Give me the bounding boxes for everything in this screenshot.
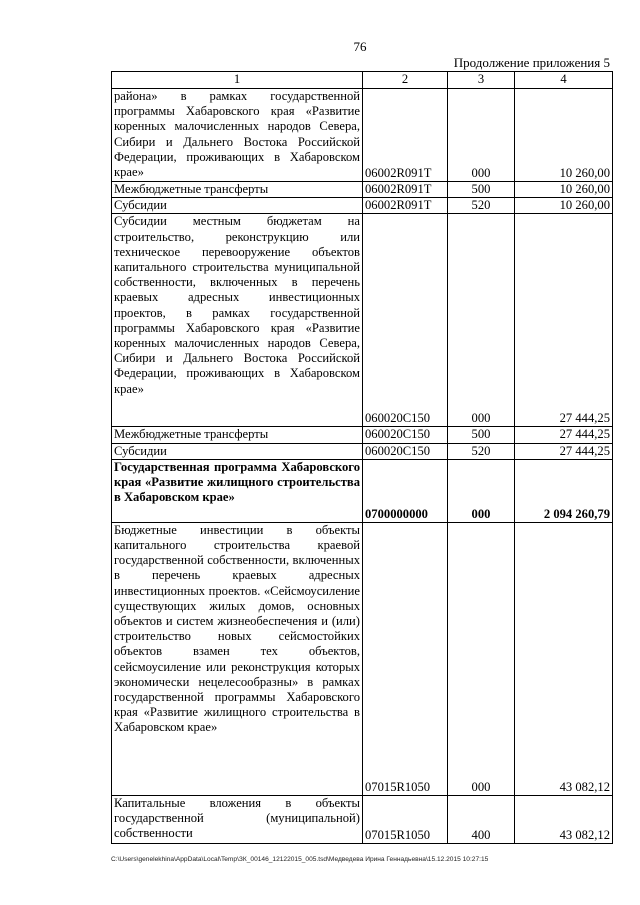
item-name: Субсидии: [112, 198, 363, 214]
item-type: 000: [448, 459, 515, 522]
page-number: 76: [353, 39, 367, 54]
item-amount: 27 444,25: [515, 214, 613, 427]
item-name: Субсидии: [112, 443, 363, 459]
footer-file-path: C:\Users\genelekhina\AppData\Local\Temp\ЗК_00146_12122015_005.tsd\Медведева Ирина Геннадьевна\15.12.2015 10:27:15: [111, 856, 489, 863]
item-name: Субсидии местным бюджетам на строительство, реконструкцию или техническое перевооружение объектов капитального строительства муниципальной собственности, включенных в перечень краевых адресных инвестиционных проектов, в рамках государственной программы Хабаровского края «Развитие коренных малочисленных народов Севера, Сибири и Дальнего Востока Российской Федерации, проживающих в Хабаровском крае»: [112, 214, 363, 427]
item-type: 520: [448, 443, 515, 459]
column-header: 1: [112, 72, 363, 89]
item-amount: 10 260,00: [515, 198, 613, 214]
item-code: 060020С150: [363, 443, 448, 459]
table-row: [112, 198, 613, 214]
item-amount: 43 082,12: [515, 522, 613, 795]
item-code: 06002R091T: [363, 182, 448, 198]
item-amount: 2 094 260,79: [515, 459, 613, 522]
table-row: [112, 89, 613, 182]
item-type: 500: [448, 427, 515, 443]
item-name: Капитальные вложения в объекты государственной (муниципальной) собственности: [112, 795, 363, 843]
appendix-continuation-note: Продолжение приложения 5: [453, 55, 610, 70]
item-type: 520: [448, 198, 515, 214]
item-type: 500: [448, 182, 515, 198]
item-code: 0700000000: [363, 459, 448, 522]
item-name: Государственная программа Хабаровского края «Развитие жилищного строительства в Хабаровском крае»: [112, 459, 363, 522]
table-row: [112, 427, 613, 443]
table-row: [112, 443, 613, 459]
item-amount: 27 444,25: [515, 427, 613, 443]
item-code: 060020С150: [363, 427, 448, 443]
item-name: Бюджетные инвестиции в объекты капитального строительства краевой государственной собственности, включенных в перечень краевых адресных инвестиционных проектов. «Сейсмоусиление существующих жилых домов, основных объектов и систем жизнеобеспечения и (или) строительство новых сейсмостойких объектов взамен тех объектов, сейсмоусиление или реконструкция которых экономически нецелесообразны» в рамках государственной программы Хабаровского края «Развитие жилищного строительства в Хабаровском крае»: [112, 522, 363, 795]
item-type: 400: [448, 795, 515, 843]
item-name: района» в рамках государственной программы Хабаровского края «Развитие коренных малочисленных народов Севера, Сибири и Дальнего Востока Российской Федерации, проживающих в Хабаровском крае»: [112, 89, 363, 182]
column-header: 4: [515, 72, 613, 89]
table-row: [112, 214, 613, 427]
item-code: 07015R1050: [363, 795, 448, 843]
table-header-row: [112, 72, 613, 89]
item-code: 060020С150: [363, 214, 448, 427]
item-type: 000: [448, 89, 515, 182]
item-type: 000: [448, 214, 515, 427]
item-amount: 10 260,00: [515, 182, 613, 198]
item-amount: 43 082,12: [515, 795, 613, 843]
table-row: [112, 182, 613, 198]
item-type: 000: [448, 522, 515, 795]
item-amount: 10 260,00: [515, 89, 613, 182]
table-row-program-total: [112, 459, 613, 522]
table-row: [112, 795, 613, 843]
item-name: Межбюджетные трансферты: [112, 427, 363, 443]
table-row: [112, 522, 613, 795]
item-name: Межбюджетные трансферты: [112, 182, 363, 198]
column-header: 2: [363, 72, 448, 89]
item-code: 07015R1050: [363, 522, 448, 795]
item-code: 06002R091T: [363, 198, 448, 214]
budget-table: [111, 71, 613, 844]
column-header: 3: [448, 72, 515, 89]
item-amount: 27 444,25: [515, 443, 613, 459]
item-code: 06002R091T: [363, 89, 448, 182]
